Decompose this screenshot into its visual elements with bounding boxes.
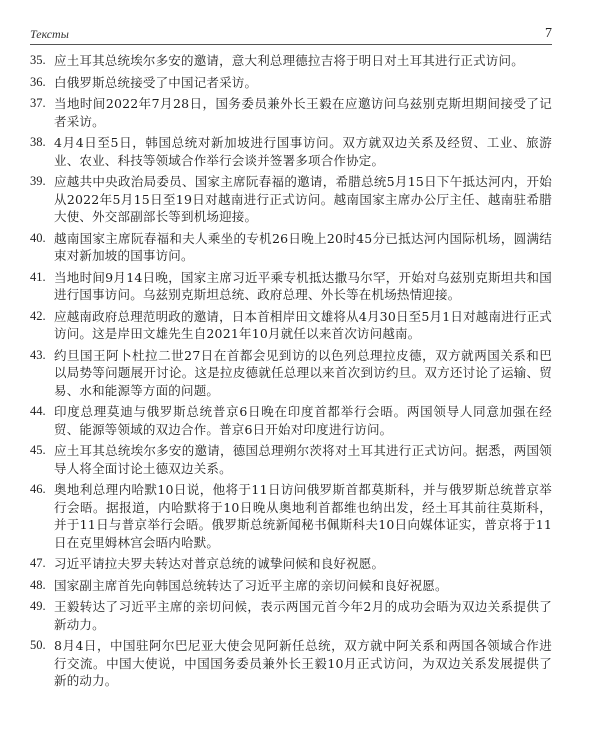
list-item xyxy=(30,637,552,690)
item-number: 42. xyxy=(30,308,46,323)
item-number: 48. xyxy=(30,577,46,592)
list-item xyxy=(30,555,552,573)
item-number: 46. xyxy=(30,482,46,496)
item-text: 应土耳其总统埃尔多安的邀请，意大利总理德拉吉将于明日对土耳其进行正式访问。 xyxy=(54,53,524,68)
item-text: 当地时间2022年7月28日，国务委员兼外长王毅在应邀访问乌兹别克斯坦期间接受了记者采访。 xyxy=(54,96,552,129)
item-text: 应越南政府总理范明政的邀请，日本首相岸田文雄将从4月30日至5月1日对越南进行正式访问。这是岸田文雄先生自2021年10月就任以来首次访问越南。 xyxy=(54,308,552,341)
item-number: 50. xyxy=(30,638,46,652)
list-item xyxy=(30,403,552,438)
item-text: 4月4日至5日，韩国总统对新加坡进行国事访问。双方就双边关系及经贸、工业、旅游业、农业、科技等领域合作举行会谈并签署多项合作协定。 xyxy=(54,135,552,168)
item-text: 习近平请拉夫罗夫转达对普京总统的诚挚问候和良好祝愿。 xyxy=(54,556,385,571)
list-item xyxy=(30,577,552,595)
list-item xyxy=(30,481,552,551)
item-number: 43. xyxy=(30,347,46,362)
item-text: 王毅转达了习近平主席的亲切问候，表示两国元首今年2月的成功会晤为双边关系提供了新动力。 xyxy=(54,599,552,632)
numbered-list xyxy=(30,52,552,694)
item-number: 37. xyxy=(30,96,46,110)
item-number: 39. xyxy=(30,174,46,188)
item-number: 49. xyxy=(30,599,46,613)
list-item xyxy=(30,347,552,400)
item-text: 应土耳其总统埃尔多安的邀请，德国总理朔尔茨将对土耳其进行正式访问。据悉，两国领导人将全面讨论土德双边关系。 xyxy=(54,443,552,476)
page-number: 7 xyxy=(545,26,552,41)
item-number: 35. xyxy=(30,53,46,67)
list-item xyxy=(30,95,552,130)
item-text: 奥地利总理内哈默10日说，他将于11日访问俄罗斯首都莫斯科，并与俄罗斯总统普京举行会晤。据报道，内哈默将于10日晚从奥地利首都维也纳出发，经土耳其前往莫斯科，并于11日与普京举行会晤。俄罗斯总统新闻秘书佩斯科夫10日向媒体证实，普京将于11日在克里姆林宫会晤内哈默。 xyxy=(54,482,552,550)
section-title: Тексты xyxy=(30,27,69,41)
list-item xyxy=(30,52,552,70)
list-item xyxy=(30,173,552,226)
item-number: 38. xyxy=(30,135,46,149)
item-text: 白俄罗斯总统接受了中国记者采访。 xyxy=(54,74,258,90)
item-number: 45. xyxy=(30,443,46,457)
list-item xyxy=(30,598,552,633)
item-text: 应越共中央政治局委员、国家主席阮春福的邀请，希腊总统5月15日下午抵达河内，开始从2022年5月15日至19日对越南进行正式访问。越南国家主席办公厅主任、越南驻希腊大使、外交部副部长等到机场迎接。 xyxy=(54,174,552,224)
item-text: 国家副主席首先向韩国总统转达了习近平主席的亲切问候和良好祝愿。 xyxy=(54,577,448,593)
item-text: 印度总理莫迪与俄罗斯总统普京6日晚在印度首都举行会晤。两国领导人同意加强在经贸、能源等领域的双边合作。普京6日开始对印度进行访问。 xyxy=(54,404,552,437)
list-item xyxy=(30,74,552,92)
list-item xyxy=(30,269,552,304)
item-text: 越南国家主席阮春福和夫人乘坐的专机26日晚上20时45分已抵达河内国际机场，圆满结束对新加坡的国事访问。 xyxy=(54,230,552,263)
item-number: 41. xyxy=(30,269,46,284)
item-number: 44. xyxy=(30,404,46,418)
header-rule xyxy=(30,44,552,45)
item-number: 47. xyxy=(30,556,46,570)
list-item xyxy=(30,442,552,477)
item-number: 36. xyxy=(30,74,46,89)
running-header xyxy=(30,20,552,42)
list-item xyxy=(30,134,552,169)
item-text: 当地时间9月14日晚，国家主席习近平乘专机抵达撒马尔罕，开始对乌兹别克斯坦共和国进行国事访问。乌兹别克斯坦总统、政府总理、外长等在机场热情迎接。 xyxy=(54,269,552,302)
list-item xyxy=(30,230,552,265)
item-text: 约旦国王阿卜杜拉二世27日在首都会见到访的以色列总理拉皮德，双方就两国关系和巴以局势等问题展开讨论。这是拉皮德就任总理以来首次到访约旦。双方还讨论了运输、贸易、水和能源等方面的问题。 xyxy=(54,347,552,398)
list-item xyxy=(30,308,552,343)
item-number: 40. xyxy=(30,230,46,245)
item-text: 8月4日，中国驻阿尔巴尼亚大使会见阿新任总统，双方就中阿关系和两国各领域合作进行交流。中国大使说，中国国务委员兼外长王毅10月正式访问，为双边关系发展提供了新的动力。 xyxy=(54,638,552,688)
